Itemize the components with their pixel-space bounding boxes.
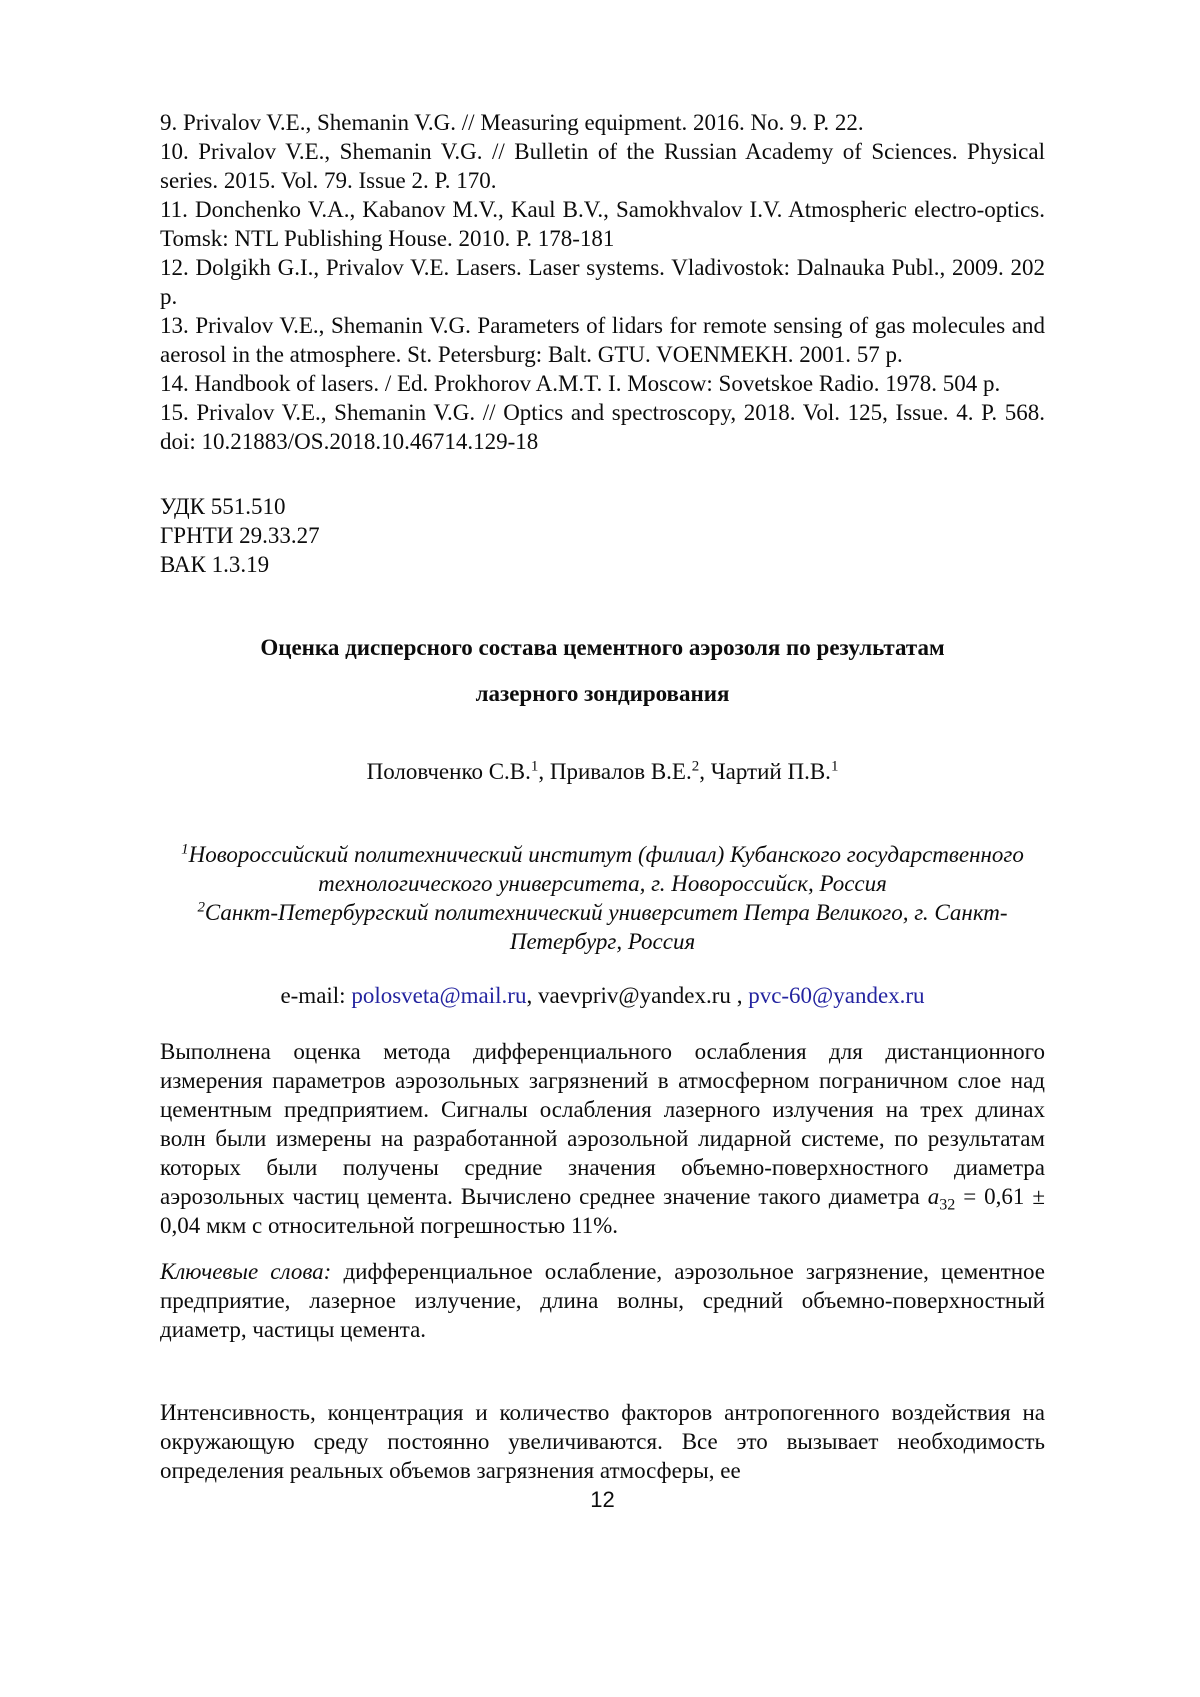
reference-item: 10. Privalov V.E., Shemanin V.G. // Bulletin of the Russian Academy of Sciences. Physical series. 2015. Vol. 79. Issue 2. P. 170. (160, 139, 1045, 193)
affiliations-block (160, 840, 1045, 956)
abstract-paragraph (160, 1037, 1045, 1240)
udk-code: УДК 551.510 (160, 494, 286, 519)
keywords-paragraph (160, 1257, 1045, 1344)
author-affiliation-marker: 1 (530, 758, 539, 775)
page-number: 12 (590, 1487, 615, 1512)
author-name: Чартий П.В. (710, 759, 831, 784)
author-affiliation-marker: 1 (830, 758, 839, 775)
affiliation-text: Санкт-Петербургский политехнический университет Петра Великого, г. Санкт-Петербург, Россия (204, 900, 1008, 954)
authors-line (160, 757, 1045, 786)
affiliation-marker: 2 (197, 899, 205, 916)
article-title (160, 625, 1045, 717)
abstract-text: Выполнена оценка метода дифференциального ослабления для дистанционного измерения параметров аэрозольных загрязнений в атмосферном пограничном слое над цементным предприятием. Сигналы ослабления лазерного излучения на трех длинах волн были измерены на разработанной аэрозольной лидарной системе, по результатам которых были получены средние значения объемно-поверхностного диаметра аэрозольных частиц цемента. Вычислено среднее значение такого диаметра (160, 1039, 1045, 1209)
reference-item: 14. Handbook of lasers. / Ed. Prokhorov A.M.T. I. Moscow: Sovetskoe Radio. 1978. 504 p. (160, 371, 1001, 396)
email-link[interactable]: pvc-60@yandex.ru (748, 983, 925, 1008)
classification-codes (160, 492, 1045, 579)
keywords-text: дифференциальное ослабление, аэрозольное загрязнение, цементное предприятие, лазерное излучение, длина волны, средний объемно-поверхностный диаметр, частицы цемента. (160, 1259, 1045, 1342)
reference-item: 9. Privalov V.E., Shemanin V.G. // Measuring equipment. 2016. No. 9. P. 22. (160, 110, 864, 135)
abstract-text: = 0,61 ± 0,04 мкм с относительной погрешностью 11%. (160, 1184, 1045, 1238)
affiliation-marker: 1 (181, 841, 189, 858)
affiliation (160, 898, 1045, 956)
reference-item: 11. Donchenko V.A., Kabanov M.V., Kaul B.V., Samokhvalov I.V. Atmospheric electro-optics. Tomsk: NTL Publishing House. 2010. P. 178-181 (160, 197, 1045, 251)
formula-variable: a (927, 1184, 940, 1209)
article-title-line: Оценка дисперсного состава цементного аэрозоля по результатам (260, 635, 945, 660)
article-title-line: лазерного зондирования (475, 681, 730, 706)
email-link[interactable]: polosveta@mail.ru (351, 983, 527, 1008)
affiliation-text: Новороссийский политехнический институт (филиал) Кубанского государственного технологического университета, г. Новороссийск, Россия (188, 842, 1024, 896)
email-line (160, 981, 1045, 1010)
keywords-label: Ключевые слова: (160, 1259, 332, 1284)
author-separator: , (699, 759, 711, 784)
body-paragraph: Интенсивность, концентрация и количество факторов антропогенного воздействия на окружающую среду постоянно увеличиваются. Все это вызывает необходимость определения реальных объемов загрязнения атмосферы, ее (160, 1400, 1045, 1483)
author-separator: , (538, 759, 550, 784)
reference-item: 15. Privalov V.E., Shemanin V.G. // Optics and spectroscopy, 2018. Vol. 125, Issue. 4. P. 568. doi: 10.21883/OS.2018.10.46714.129-18 (160, 400, 1045, 454)
references-list (160, 108, 1045, 456)
grnti-code: ГРНТИ 29.33.27 (160, 523, 320, 548)
author-name: Привалов В.Е. (549, 759, 692, 784)
email-link[interactable]: vaevpriv@yandex.ru (537, 983, 731, 1008)
reference-item: 13. Privalov V.E., Shemanin V.G. Parameters of lidars for remote sensing of gas molecules and aerosol in the atmosphere. St. Petersburg: Balt. GTU. VOENMEKH. 2001. 57 p. (160, 313, 1045, 367)
email-separator: , (730, 983, 749, 1008)
author-name: Половченко С.В. (366, 759, 531, 784)
affiliation (160, 840, 1045, 898)
reference-item: 12. Dolgikh G.I., Privalov V.E. Lasers. Laser systems. Vladivostok: Dalnauka Publ., 2009. 202 p. (160, 255, 1045, 309)
email-separator: , (526, 983, 538, 1008)
vak-code: ВАК 1.3.19 (160, 552, 270, 577)
email-label: e-mail: (280, 983, 346, 1008)
formula-subscript: 32 (939, 1196, 956, 1214)
author-affiliation-marker: 2 (691, 758, 700, 775)
